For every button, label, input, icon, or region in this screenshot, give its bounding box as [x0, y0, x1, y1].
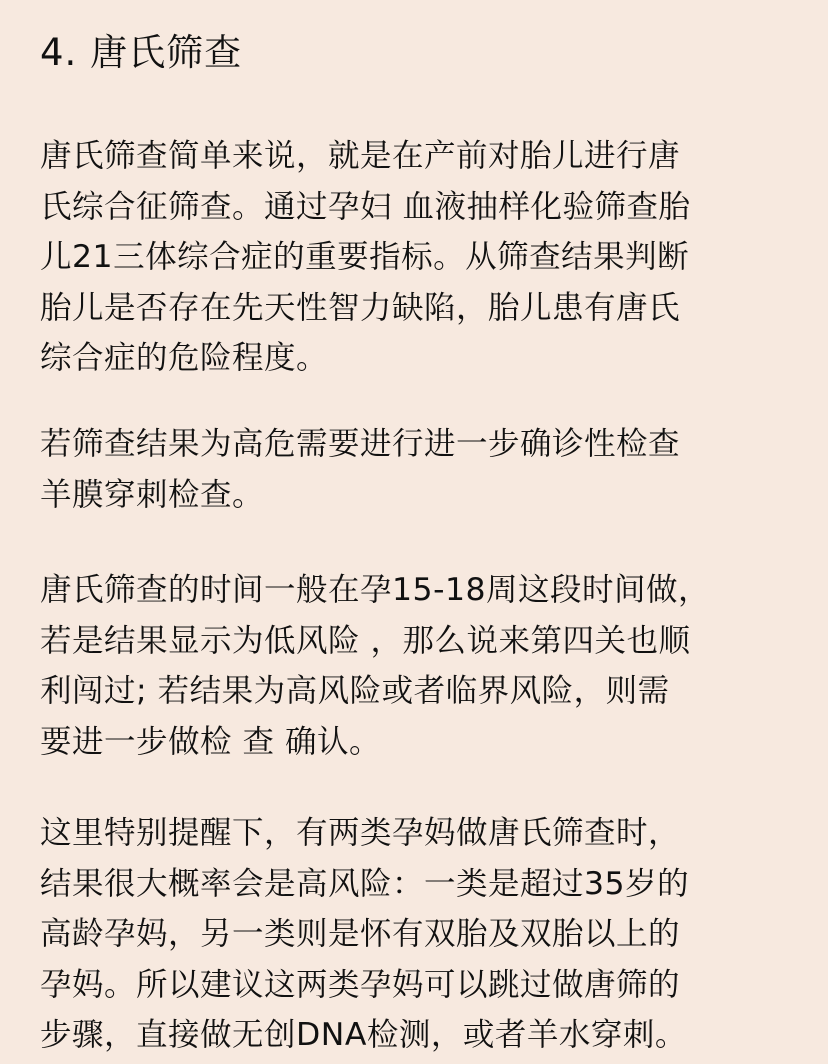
text-line: 唐氏筛查的时间一般在孕15-18周这段时间做，	[40, 572, 711, 608]
text-line: 结果很大概率会是高风险：一类是超过35岁的	[40, 865, 690, 902]
text-line: 氏综合征筛查。通过孕妇 血液抽样化验筛查胎	[40, 188, 691, 225]
paragraph-timing	[40, 565, 710, 767]
section-title: 4. 唐氏筛查	[40, 31, 243, 74]
text-line: 高龄孕妈，另一类则是怀有双胎及双胎以上的	[40, 916, 681, 952]
paragraph-definition	[40, 131, 691, 384]
text-line: 步骤，直接做无创DNA检测，或者羊水穿刺。	[40, 1017, 687, 1053]
text-line: 羊膜穿刺检查。	[40, 476, 265, 513]
paragraph-high-risk	[40, 419, 680, 520]
text-line: 要进一步做检 查 确认。	[40, 723, 382, 760]
text-line: 若是结果显示为低风险 ，那么说来第四关也顺	[40, 622, 691, 659]
text-line: 儿21三体综合症的重要指标。从筛查结果判断	[40, 239, 690, 275]
text-line: 胎儿是否存在先天性智力缺陷，胎儿患有唐氏	[40, 289, 681, 326]
text-line: 利闯过; 若结果为高风险或者临界风险，则需	[40, 673, 670, 709]
text-line: 这里特别提醒下，有两类孕妈做唐氏筛查时，	[40, 815, 681, 851]
text-line: 综合症的危险程度。	[40, 340, 329, 376]
text-line: 唐氏筛查简单来说，就是在产前对胎儿进行唐	[40, 138, 681, 174]
paragraph-reminder	[40, 808, 689, 1061]
text-line: 若筛查结果为高危需要进行进一步确诊性检查	[40, 426, 681, 462]
text-line: 孕妈。所以建议这两类孕妈可以跳过做唐筛的	[40, 966, 681, 1003]
